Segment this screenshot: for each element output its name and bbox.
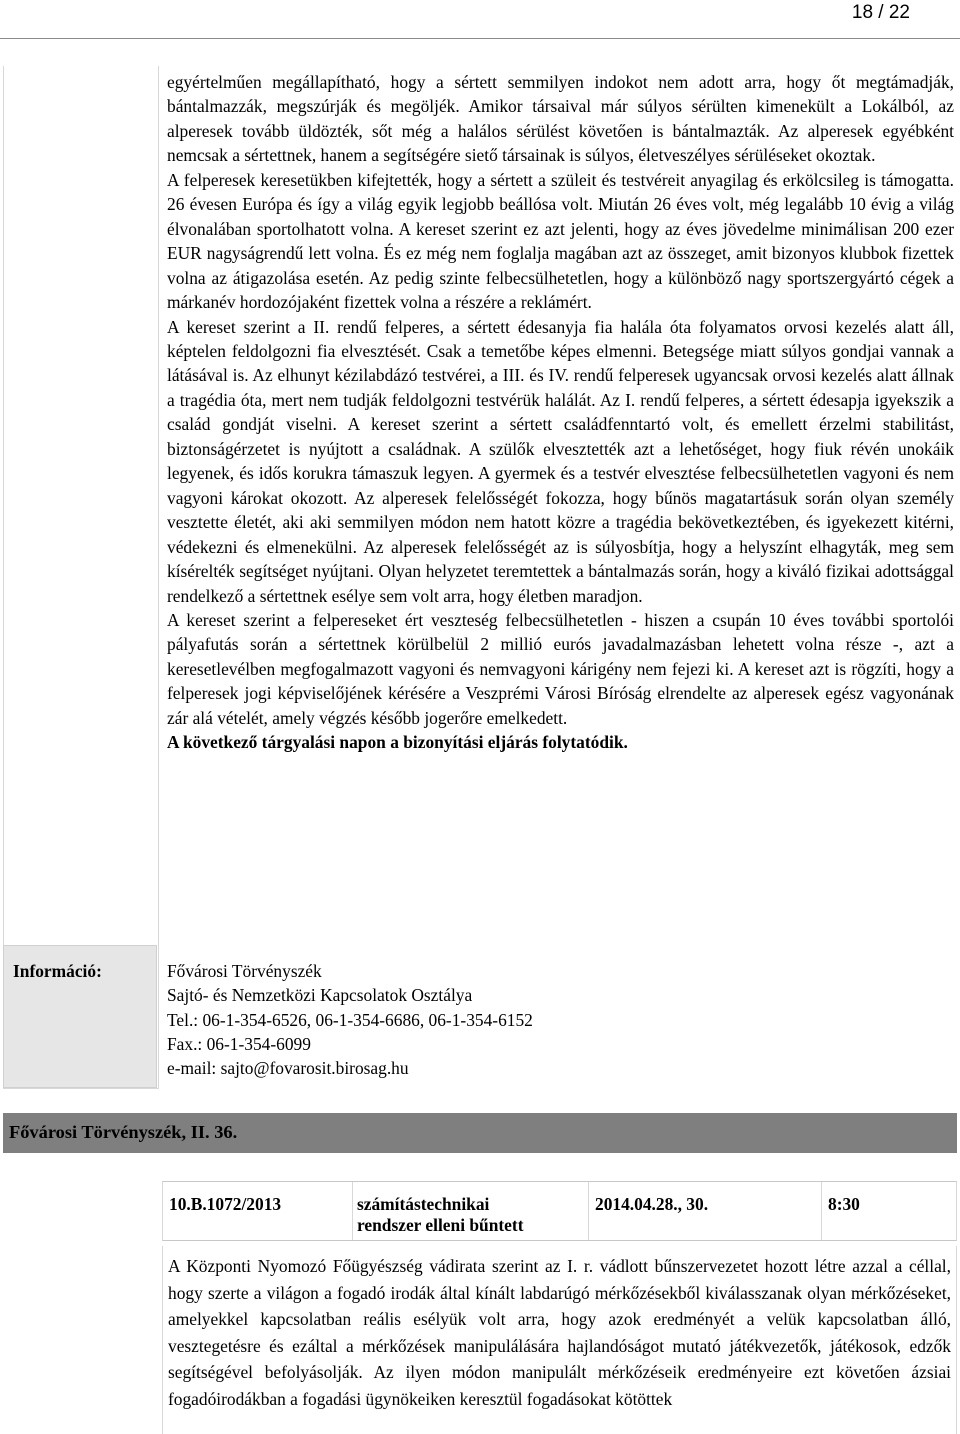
case-description-text: A Központi Nyomozó Főügyészség vádirata szerint az I. r. vádlott bűnszervezetet hozott létre azzal a céllal, hogy szerte a világon a fogadó irodák által kínált labdarúgó mérkőzésekből kiválasszanak olyan mérkőzéseket, amelyekkel kapcsolatban reális esélyük volt arra, hogy azok eredményét a velük kapcsolatban álló, vesztegetésre és ezáltal a mérkőzések manipulálására hajlandóságot mutató játékvezetők, játékosok, edzők segítségével befolyásolják. Az ilyen módon manipulált mérkőzéseik eredményeire ezt követően ázsiai fogadóirodákban a fogadási ügynökeiken keresztül fogadásokat kötöttek [168,1256,951,1409]
document-body [167,70,954,755]
court-section-title: Fővárosi Törvényszék, II. 36. [9,1122,238,1142]
court-section-header [3,1113,957,1153]
body-paragraph-4: A kereset szerint a felpereseket ért veszteség felbecsülhetetlen - hiszen a csupán 10 éves további sportolói pályafutás során a sértettnek körülbelül 2 millió eurós javadalmazásban lehetett volna része -, azt a keresetlevélben megfogalmazott vagyoni és nemvagyoni kárigény nem fejezi ki. A kereset azt is rögzíti, hogy a felperesek jogi képviselőjének kérésére a Veszprémi Városi Bíróság elrendelte az alperesek egész vagyonának zár alá vételét, amely végzés később jogerőre emelkedett. [167,609,954,728]
body-paragraph-1: egyértelműen megállapítható, hogy a sértett semmilyen indokot nem adott arra, hogy őt megtámadják, bántalmazzák, megszúrják és megöljék. Amikor társaival már súlyos sérülten kimenekült a Lokálból, az alperesek tovább üldözték, sőt még a halálos sérülést követően is bántalmazták. Az alperesek egyébként nemcsak a sértettnek, hanem a segítségére siető társainak is súlyos, életveszélyes sérüléseket okoztak. [167,72,954,166]
contact-fax: Fax.: 06-1-354-6099 [167,1033,311,1054]
case-column-divider [821,1182,822,1240]
case-header-row [162,1181,957,1241]
contact-email: e-mail: sajto@fovarosit.birosag.hu [167,1058,409,1079]
case-description [168,1253,951,1412]
body-paragraph-2: A felperesek keresetükben kifejtették, hogy a sértett a szüleit és testvéreit anyagilag és erkölcsileg is támogatta. 26 évesen Európa és így a világ egyik legjobb beállósa volt. Miután 26 éves volt, még legalább 10 évig a világ élvonalában sportolhatott volna. A kereset szerint ez azt jelenti, hogy az éves jövedelme minimálisan 200 ezer EUR nagyságrendű lett volna. És ez még nem foglalja magában azt az összeget, amit bizonyos klubbok fizettek volna az átigazolása esetén. Az pedig szinte felbecsülhetetlen, hogy a különböző nagy sportszergyártó cégek a márkanév hordozójaként fizettek volna a részére a reklámért. [167,169,954,313]
contact-phone: Tel.: 06-1-354-6526, 06-1-354-6686, 06-1-354-6152 [167,1009,533,1030]
body-paragraph-3: A kereset szerint a II. rendű felperes, a sértett édesanyja fia halála óta folyamatos orvosi kezelés alatt áll, képtelen feldolgozni fia elvesztését. Csak a temetőbe képes elmenni. Betegsége miatt súlyos gondjai vannak a látásával is. Az elhunyt kézilabdázó testvérei, a III. és IV. rendű felperesek ugyancsak orvosi kezelés alatt állnak a tragédia óta, mert nem tudják feldolgozni testvérük halálát. Az I. rendű felperes, a sértett édesapja igyekszik a család gondját viselni. A kereset szerint a sértett családfenntartó volt, és emellett érzelmi stabilitást, biztonságérzetet is nyújtott a családnak. A szülők elvesztették azt a lehetőséget, hogy fiuk révén unokáik legyenek, és idős korukra támaszuk legyen. A gyermek és a testvér elvesztése felbecsülhetetlen vagyoni és nem vagyoni károkat okozott. Az alperesek felelősségét fokozza, hogy bűnös magatartásuk során olyan személy vesztette életét, aki aki semmilyen módon nem hatott közre a tragédia bekövetkeztében, és igyekezett kitérni, védekezni és elmenekülni. Az alperesek felelősségét az is súlyosbítja, hogy a helyszínt elhagyták, meg sem kísérelték segítséget nyújtani. Olyan helyzetet teremtettek a bántalmazás során, hogy a kiváló fizikai adottsággal rendelkező a sértettnek esélye sem volt arra, hogy életben maradjon. [167,316,954,606]
next-hearing-note: A következő tárgyalási napon a bizonyítási eljárás folytatódik. [167,732,628,753]
left-column-frame [3,66,159,1089]
case-column-divider [588,1182,589,1240]
contact-info [167,959,954,1080]
contact-court-name: Fővárosi Törvényszék [167,961,322,981]
header-rule [0,38,960,39]
case-time: 8:30 [828,1194,860,1214]
contact-department: Sajtó- és Nemzetközi Kapcsolatok Osztálya [167,985,473,1006]
case-description-box [162,1246,957,1434]
case-offense: számítástechnikai rendszer elleni bűntett [357,1194,524,1235]
page-number: 18 / 22 [851,2,910,23]
case-number: 10.B.1072/2013 [169,1194,282,1214]
case-column-divider [352,1182,353,1240]
case-date: 2014.04.28., 30. [595,1194,709,1214]
info-label-cell [3,945,157,1088]
info-label: Információ: [13,961,102,981]
